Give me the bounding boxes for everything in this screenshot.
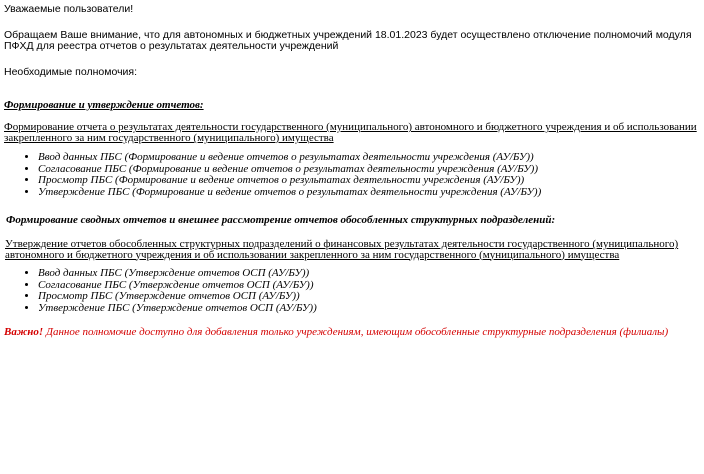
- section-description-reports: Формирование отчета о результатах деятельности государственного (муниципального) автономного и бюджетного учреждения и об использовании закрепленного за ним государственного (муниципального) имущества: [4, 121, 697, 144]
- list-item: • Утверждение ПБС (Утверждение отчетов ОСП (АУ/БУ)): [38, 303, 700, 315]
- permission-list-consolidated: [4, 268, 700, 314]
- warning-label: Важно!: [4, 326, 44, 338]
- list-item: • Просмотр ПБС (Утверждение отчетов ОСП (АУ/БУ)): [38, 291, 700, 303]
- greeting: Уважаемые пользователи!: [4, 3, 134, 15]
- required-permissions-label: Необходимые полномочия:: [4, 66, 138, 78]
- section-description-consolidated: Утверждение отчетов обособленных структурных подразделений о финансовых результатах деятельности государственного (муниципального) автономного и бюджетного учреждения и об использовании закрепленного за ним государственного (муниципального) имущества: [5, 238, 679, 261]
- list-item: • Ввод данных ПБС (Утверждение отчетов ОСП (АУ/БУ)): [38, 268, 700, 280]
- warning-text: Данное полномочие доступно для добавления только учреждениям, имеющим обособленные структурные подразделения (филиалы): [43, 326, 669, 338]
- list-item: • Согласование ПБС (Формирование и ведение отчетов о результатах деятельности учреждения (АУ/БУ)): [38, 164, 700, 176]
- list-item: • Утверждение ПБС (Формирование и ведение отчетов о результатах деятельности учреждения (АУ/БУ)): [38, 187, 700, 199]
- list-item: • Ввод данных ПБС (Формирование и ведение отчетов о результатах деятельности учреждения (АУ/БУ)): [38, 152, 700, 164]
- section-title-consolidated: Формирование сводных отчетов и внешнее рассмотрение отчетов обособленных структурных подразделений:: [6, 214, 556, 226]
- notice-text: Обращаем Ваше внимание, что для автономных и бюджетных учреждений 18.01.2023 будет осуществлено отключение полномочий модуля ПФХД для реестра отчетов о результатах деятельности учреждений: [4, 29, 692, 52]
- list-item: • Просмотр ПБС (Формирование и ведение отчетов о результатах деятельности учреждения (АУ/БУ)): [38, 175, 700, 187]
- list-item: • Согласование ПБС (Утверждение отчетов ОСП (АУ/БУ)): [38, 280, 700, 292]
- permission-list-reports: [4, 152, 700, 198]
- warning-note: [4, 327, 700, 338]
- section-title-reports: Формирование и утверждение отчетов:: [4, 99, 204, 111]
